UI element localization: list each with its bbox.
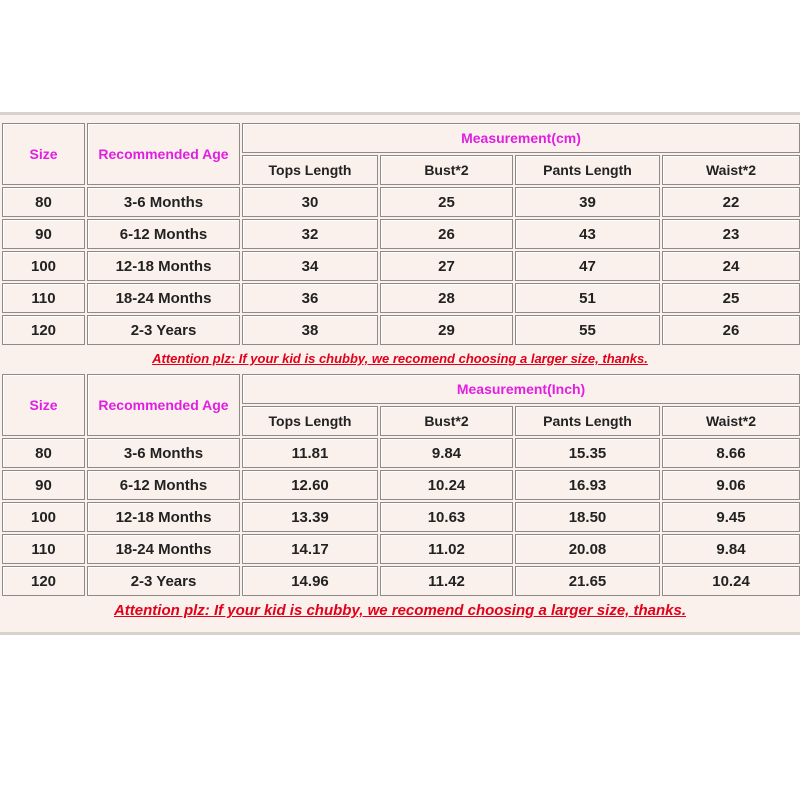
measurement-cell: 22: [662, 187, 800, 217]
column-header: Waist*2: [662, 406, 800, 436]
age-cell: 6-12 Months: [87, 470, 240, 500]
measurement-cell: 27: [380, 251, 513, 281]
age-cell: 18-24 Months: [87, 283, 240, 313]
measurement-cell: 32: [242, 219, 378, 249]
measurement-cell: 9.06: [662, 470, 800, 500]
table-body: [2, 187, 800, 345]
measurement-cell: 23: [662, 219, 800, 249]
measurement-cell: 47: [515, 251, 660, 281]
measurement-cell: 8.66: [662, 438, 800, 468]
measurement-cell: 26: [380, 219, 513, 249]
age-cell: 12-18 Months: [87, 502, 240, 532]
table-row: [2, 566, 800, 596]
measurement-cell: 10.63: [380, 502, 513, 532]
measurement-cell: 13.39: [242, 502, 378, 532]
size-header: Size: [2, 374, 85, 436]
age-header: Recommended Age: [87, 374, 240, 436]
table-row: [2, 502, 800, 532]
age-cell: 3-6 Months: [87, 438, 240, 468]
measurement-cell: 16.93: [515, 470, 660, 500]
measurement-cell: 14.96: [242, 566, 378, 596]
column-header: Bust*2: [380, 406, 513, 436]
measurement-cell: 9.45: [662, 502, 800, 532]
age-header: Recommended Age: [87, 123, 240, 185]
size-cell: 120: [2, 315, 85, 345]
age-cell: 2-3 Years: [87, 566, 240, 596]
measurement-cell: 9.84: [662, 534, 800, 564]
measurement-cell: 51: [515, 283, 660, 313]
measurement-cell: 34: [242, 251, 378, 281]
attention-note: Attention plz: If your kid is chubby, we recomend choosing a larger size, thanks.: [152, 351, 648, 366]
table-row: [2, 534, 800, 564]
measurement-cell: 9.84: [380, 438, 513, 468]
age-cell: 3-6 Months: [87, 187, 240, 217]
size-cell: 90: [2, 470, 85, 500]
measurement-header: Measurement(cm): [242, 123, 800, 153]
measurement-cell: 38: [242, 315, 378, 345]
size-table-cm: [0, 121, 800, 347]
size-cell: 120: [2, 566, 85, 596]
column-header: Pants Length: [515, 406, 660, 436]
column-header: Pants Length: [515, 155, 660, 185]
column-header: Tops Length: [242, 155, 378, 185]
measurement-cell: 26: [662, 315, 800, 345]
table-row: [2, 315, 800, 345]
size-chart-sheet: [0, 112, 800, 635]
table-row: [2, 470, 800, 500]
table-row: [2, 438, 800, 468]
measurement-cell: 36: [242, 283, 378, 313]
size-cell: 110: [2, 534, 85, 564]
measurement-cell: 29: [380, 315, 513, 345]
column-header: Bust*2: [380, 155, 513, 185]
measurement-cell: 10.24: [662, 566, 800, 596]
size-cell: 80: [2, 187, 85, 217]
measurement-cell: 43: [515, 219, 660, 249]
measurement-cell: 15.35: [515, 438, 660, 468]
measurement-cell: 30: [242, 187, 378, 217]
measurement-cell: 12.60: [242, 470, 378, 500]
age-cell: 6-12 Months: [87, 219, 240, 249]
size-cell: 100: [2, 251, 85, 281]
measurement-cell: 11.81: [242, 438, 378, 468]
column-header: Tops Length: [242, 406, 378, 436]
measurement-header: Measurement(Inch): [242, 374, 800, 404]
table-header-row: [2, 123, 800, 153]
size-cell: 80: [2, 438, 85, 468]
measurement-cell: 10.24: [380, 470, 513, 500]
measurement-cell: 24: [662, 251, 800, 281]
table-row: [2, 187, 800, 217]
measurement-cell: 39: [515, 187, 660, 217]
size-cell: 110: [2, 283, 85, 313]
attention-note: Attention plz: If your kid is chubby, we recomend choosing a larger size, thanks.: [113, 602, 687, 619]
age-cell: 18-24 Months: [87, 534, 240, 564]
age-cell: 2-3 Years: [87, 315, 240, 345]
table-row: [2, 283, 800, 313]
size-header: Size: [2, 123, 85, 185]
measurement-cell: 11.02: [380, 534, 513, 564]
age-cell: 12-18 Months: [87, 251, 240, 281]
measurement-cell: 28: [380, 283, 513, 313]
measurement-cell: 18.50: [515, 502, 660, 532]
table-header-row: [2, 374, 800, 404]
measurement-cell: 14.17: [242, 534, 378, 564]
table-body: [2, 438, 800, 596]
size-cell: 100: [2, 502, 85, 532]
measurement-cell: 20.08: [515, 534, 660, 564]
column-header: Waist*2: [662, 155, 800, 185]
size-table-inch: [0, 372, 800, 598]
measurement-cell: 21.65: [515, 566, 660, 596]
measurement-cell: 55: [515, 315, 660, 345]
measurement-cell: 25: [380, 187, 513, 217]
table-row: [2, 251, 800, 281]
size-cell: 90: [2, 219, 85, 249]
table-row: [2, 219, 800, 249]
measurement-cell: 25: [662, 283, 800, 313]
measurement-cell: 11.42: [380, 566, 513, 596]
